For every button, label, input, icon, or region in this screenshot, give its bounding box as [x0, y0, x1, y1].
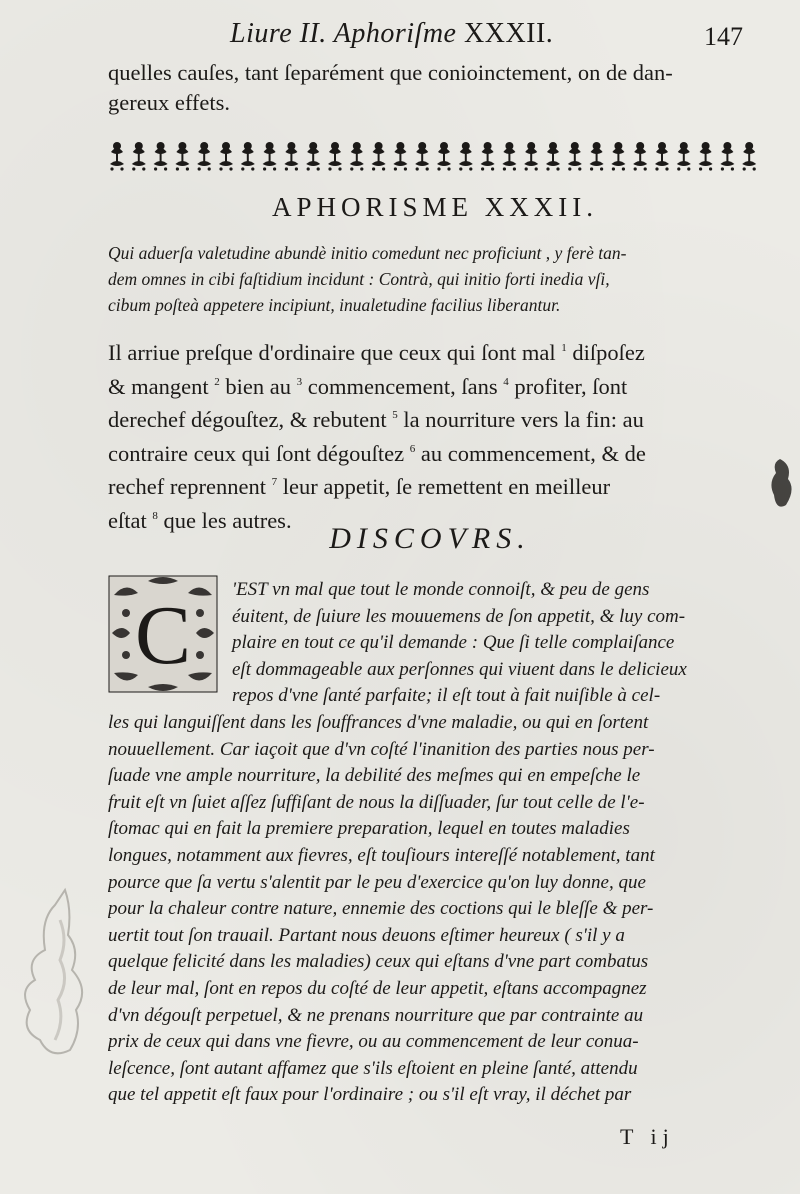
discourse-heading: DISCOVRS.: [329, 522, 531, 555]
body-line: plaire en tout ce qu'il demande : Que ſi telle complaiſance: [232, 632, 675, 654]
signature-mark: T ij: [620, 1124, 675, 1149]
body-line: longues, notamment aux fievres, eſt touſiours intereſſé notablement, tant: [108, 844, 655, 866]
fleuron: [263, 142, 277, 171]
body-line: uertit tout ſon trauail. Partant nous deuons eſtimer heureux ( s'il y a: [108, 924, 625, 946]
body-line: nouuellement. Car iaçoit que d'vn coſté l'inanition des parties nous per-: [108, 738, 655, 760]
body-line: que tel appetit eſt faux pour l'ordinaire ; ou s'il eſt vray, il déchet par: [108, 1084, 632, 1106]
body-line: pour la chaleur contre nature, ennemie des coctions qui le bleſſe & per-: [108, 898, 654, 920]
page-number: 147: [704, 22, 743, 51]
french-line: Il arriue preſque d'ordinaire que ceux qui ſont mal $^1$ diſpoſez: [108, 340, 645, 365]
fleuron: [568, 142, 582, 171]
fleuron: [132, 142, 146, 171]
french-line: eſtat $^8$ que les autres.: [108, 507, 292, 533]
french-line: rechef reprennent $^7$ leur appetit, ſe remettent en meilleur: [108, 474, 611, 499]
fleuron: [590, 142, 604, 171]
discourse-body: [108, 577, 763, 1109]
running-title: Liure II. Aphoriſme: [230, 18, 457, 49]
fleuron: [393, 142, 407, 171]
fleuron: [175, 142, 189, 171]
carryover-line: gereux effets.: [108, 90, 231, 115]
carryover-paragraph: [108, 58, 758, 118]
ink-blot: [768, 455, 798, 515]
fleuron: [219, 142, 233, 171]
fleuron: [699, 142, 713, 171]
fleuron: [677, 142, 691, 171]
fleuron: [306, 142, 320, 171]
fleuron: [459, 142, 473, 171]
body-line: eſt dommageable aux perſonnes qui viuent dans le delicieux: [232, 658, 687, 680]
body-line: leſcence, ſont autant affamez que s'ils eſtoient en pleine ſanté, attendu: [108, 1057, 638, 1079]
body-line: repos d'vne ſanté parfaite; il eſt tout à fait nuiſible à cel-: [232, 685, 661, 707]
fleuron: [481, 142, 495, 171]
body-line: ſuade vne ample nourriture, la debilité des meſmes qui en empeſche le: [108, 765, 641, 787]
fleuron: [110, 142, 124, 171]
fleuron: [524, 142, 538, 171]
body-line: quelque felicité dans les maladies) ceux qui eſtans d'vne part combatus: [108, 951, 649, 973]
carryover-line: quelles cauſes, tant ſeparément que conioinctement, on de dan-: [108, 60, 673, 85]
fleuron: [720, 142, 734, 171]
fleuron: [197, 142, 211, 171]
french-translation: [108, 334, 763, 535]
fleuron: [611, 142, 625, 171]
latin-aphorism: [108, 240, 760, 318]
french-line: & mangent $^2$ bien au $^3$ commencement, ſans $^4$ profiter, ſont: [108, 373, 628, 399]
fleuron: [350, 142, 364, 171]
french-line: contraire ceux qui ſont dégouſtez $^6$ au commencement, & de: [108, 440, 646, 466]
body-line: de leur mal, ſont en repos du coſté de leur appetit, eſtans accompagnez: [108, 977, 647, 999]
latin-line: Qui aduerſa valetudine abundè initio comedunt nec proficiunt , y ferè tan-: [108, 243, 627, 263]
body-line: fruit eſt vn ſuiet aſſez ſuffiſant de nous la diſſuader, ſur tout celle de l'e-: [108, 791, 645, 813]
fleuron: [546, 142, 560, 171]
latin-line: dem omnes in cibi faſtidium incidunt : Contrà, qui initio forti inedia vſi,: [108, 269, 610, 289]
body-line: les qui languiſſent dans les ſouffrances d'vne maladie, ou qui en ſortent: [108, 711, 649, 733]
aphorism-title: APHORISME XXXII.: [271, 192, 598, 222]
body-line: ſtomac qui en fait la premiere preparation, lequel en toutes maladies: [108, 818, 630, 840]
fleuron: [328, 142, 342, 171]
fleuron: [437, 142, 451, 171]
fleuron: [372, 142, 386, 171]
french-line: derechef dégouſtez, & rebutent $^5$ la nourriture vers la fin: au: [108, 407, 644, 432]
fleuron: [415, 142, 429, 171]
latin-line: cibum poſteà appetere incipiunt, inualetudine facilius liberantur.: [108, 295, 561, 315]
running-head: [230, 18, 650, 50]
fleuron: [633, 142, 647, 171]
paper-damage-stain: [10, 880, 100, 1070]
fleuron: [154, 142, 168, 171]
fleuron: [502, 142, 516, 171]
body-line: pource que ſa vertu s'alentit par le peu d'exercice qu'on luy donne, que: [108, 871, 646, 893]
body-line: éuitent, de ſuiure les mouuemens de ſon appetit, & luy com-: [232, 605, 686, 627]
fleuron: [742, 142, 756, 171]
dropcap-letter: C: [134, 589, 192, 682]
body-line: 'EST vn mal que tout le monde connoiſt, & peu de gens: [232, 579, 650, 600]
body-line: d'vn dégouſt perpetuel, & ne prenans nourriture que par contrainte au: [108, 1004, 644, 1026]
running-title-numeral: XXXII.: [464, 18, 554, 49]
fleuron: [241, 142, 255, 171]
fleuron: [655, 142, 669, 171]
fleuron-band: [105, 138, 760, 172]
body-line: prix de ceux qui dans vne fievre, ou au commencement de leur conua-: [108, 1031, 639, 1053]
fleuron: [284, 142, 298, 171]
